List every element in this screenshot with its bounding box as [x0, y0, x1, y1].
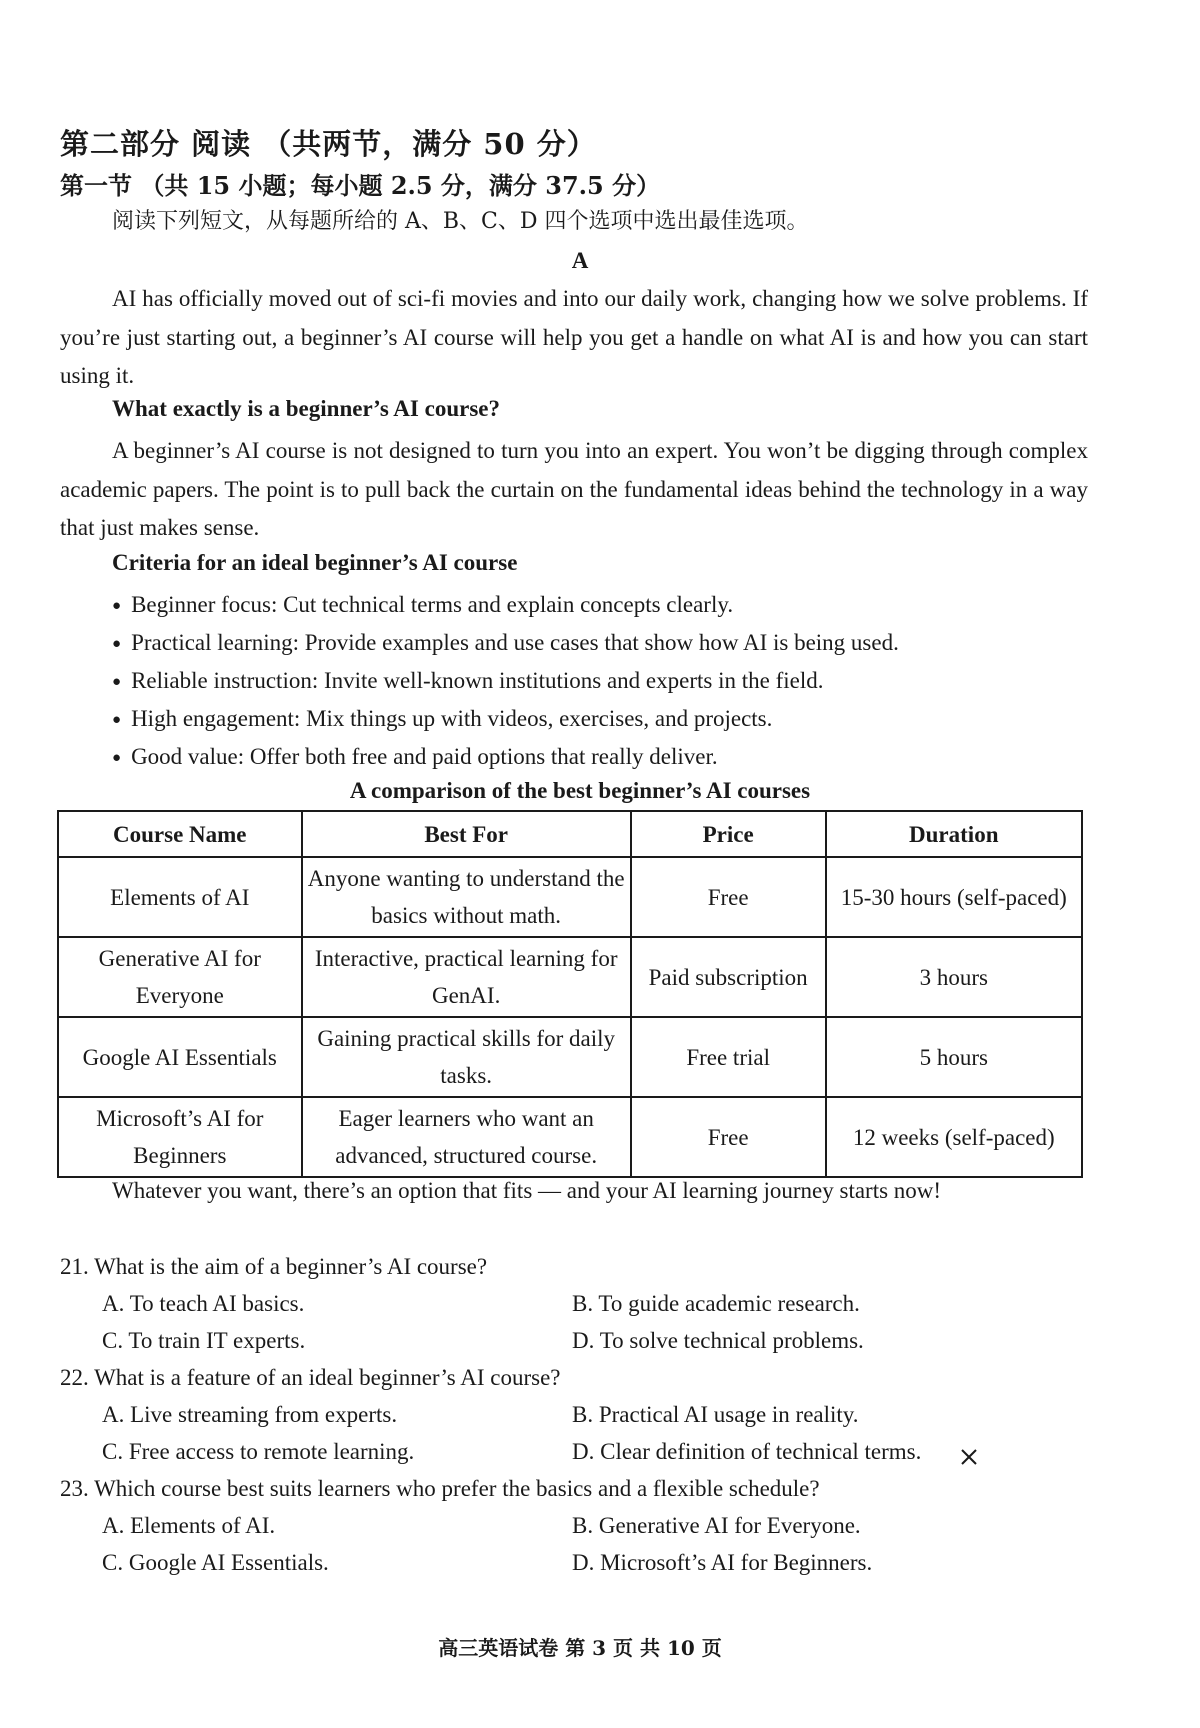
question-21: 21. What is the aim of a beginner’s AI course? [60, 1254, 488, 1279]
header-course-name: Course Name [58, 811, 302, 857]
criteria-item: ● Reliable instruction: Invite well-known institutions and experts in the field. [112, 662, 899, 700]
criteria-item: ● Beginner focus: Cut technical terms and explain concepts clearly. [112, 586, 899, 624]
cell-duration: 15-30 hours (self-paced) [826, 857, 1082, 937]
cell-course-name: Elements of AI [58, 857, 302, 937]
cell-best-for: Eager learners who want an advanced, structured course. [302, 1097, 631, 1177]
heading-what-is-course: What exactly is a beginner’s AI course? [112, 396, 500, 421]
question-23: 23. Which course best suits learners who prefer the basics and a flexible schedule? [60, 1476, 820, 1501]
cell-price: Paid subscription [631, 937, 826, 1017]
body-paragraph: A beginner’s AI course is not designed to turn you into an expert. You won’t be digging through complex academic papers. The point is to pull back the curtain on the fundamental ideas behind the technology in a way that just makes sense. [60, 438, 1088, 540]
closing-sentence: Whatever you want, there’s an option that fits — and your AI learning journey starts now! [112, 1178, 942, 1203]
cell-best-for: Anyone wanting to understand the basics without math. [302, 857, 631, 937]
header-best-for: Best For [302, 811, 631, 857]
cell-course-name: Google AI Essentials [58, 1017, 302, 1097]
cross-mark-icon [960, 1448, 978, 1466]
question-22: 22. What is a feature of an ideal beginner’s AI course? [60, 1365, 561, 1390]
intro-paragraph: AI has officially moved out of sci-fi movies and into our daily work, changing how we solve problems. If you’re just starting out, a beginner’s AI course will help you get a handle on what AI is and how you can start using it. [60, 286, 1088, 388]
q23-option-a[interactable]: A. Elements of AI. [102, 1513, 276, 1538]
passage-label: A [571, 248, 589, 273]
cell-duration: 5 hours [826, 1017, 1082, 1097]
criteria-list [112, 586, 899, 776]
cell-best-for: Interactive, practical learning for GenAI. [302, 937, 631, 1017]
table-caption: A comparison of the best beginner’s AI courses [349, 778, 811, 803]
cell-duration: 3 hours [826, 937, 1082, 1017]
cell-price: Free trial [631, 1017, 826, 1097]
q22-option-c[interactable]: C. Free access to remote learning. [102, 1439, 415, 1464]
q23-option-d[interactable]: D. Microsoft’s AI for Beginners. [572, 1550, 873, 1575]
table-row [58, 857, 1082, 937]
cell-price: Free [631, 1097, 826, 1177]
cell-course-name: Generative AI for Everyone [58, 937, 302, 1017]
criteria-item: ● Good value: Offer both free and paid options that really deliver. [112, 738, 899, 776]
table-row [58, 1097, 1082, 1177]
page-footer: 高三英语试卷 第 3 页 共 10 页 [438, 1636, 722, 1660]
table-row [58, 1017, 1082, 1097]
criteria-item: ● Practical learning: Provide examples and use cases that show how AI is being used. [112, 624, 899, 662]
q23-option-b[interactable]: B. Generative AI for Everyone. [572, 1513, 861, 1538]
q21-option-c[interactable]: C. To train IT experts. [102, 1328, 306, 1353]
q22-option-d[interactable]: D. Clear definition of technical terms. [572, 1439, 922, 1464]
q21-option-a[interactable]: A. To teach AI basics. [102, 1291, 305, 1316]
cell-course-name: Microsoft’s AI for Beginners [58, 1097, 302, 1177]
cell-price: Free [631, 857, 826, 937]
instructions: 阅读下列短文，从每题所给的 A、B、C、D 四个选项中选出最佳选项。 [112, 209, 809, 234]
heading-criteria: Criteria for an ideal beginner’s AI course [112, 550, 518, 575]
table-header-row [58, 811, 1082, 857]
header-duration: Duration [826, 811, 1082, 857]
q22-option-a[interactable]: A. Live streaming from experts. [102, 1402, 398, 1427]
q21-option-d[interactable]: D. To solve technical problems. [572, 1328, 864, 1353]
course-comparison-table [57, 810, 1083, 1178]
section-title: 第二部分 阅读 （共两节，满分 50 分） [60, 127, 597, 161]
cell-duration: 12 weeks (self-paced) [826, 1097, 1082, 1177]
cell-best-for: Gaining practical skills for daily tasks. [302, 1017, 631, 1097]
header-price: Price [631, 811, 826, 857]
q23-option-c[interactable]: C. Google AI Essentials. [102, 1550, 329, 1575]
criteria-item: ● High engagement: Mix things up with videos, exercises, and projects. [112, 700, 899, 738]
q21-option-b[interactable]: B. To guide academic research. [572, 1291, 860, 1316]
q22-option-b[interactable]: B. Practical AI usage in reality. [572, 1402, 859, 1427]
subsection-title: 第一节 （共 15 小题；每小题 2.5 分，满分 37.5 分） [60, 171, 661, 200]
table-row [58, 937, 1082, 1017]
